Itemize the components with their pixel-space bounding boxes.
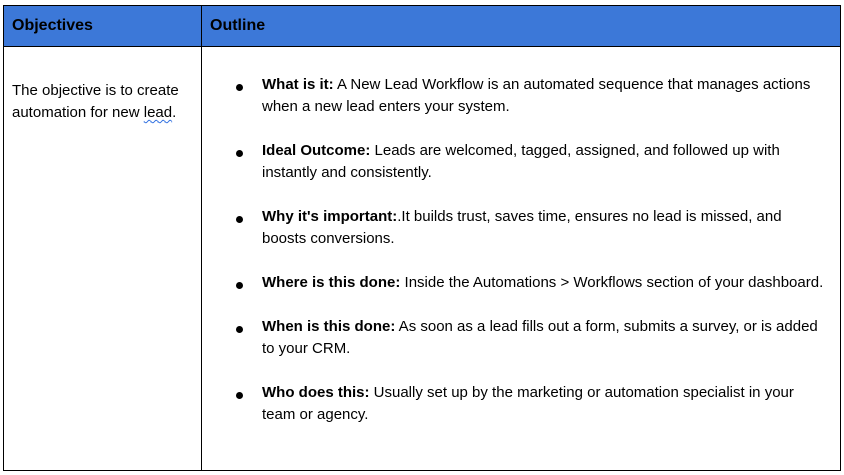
bullet-icon (236, 282, 243, 289)
item-text: Leads are welcomed, tagged, assigned, and followed up with instantly and consistently. (262, 142, 780, 181)
item-text: As soon as a lead fills out a form, submits a survey, or is added to your CRM. (262, 318, 818, 357)
item-term: When is this done: (262, 318, 396, 335)
outline-list (202, 74, 824, 426)
item-term: Why it's important: (262, 208, 398, 225)
item-text: .It builds trust, saves time, ensures no lead is missed, and boosts conversions. (262, 208, 782, 247)
bullet-icon (236, 216, 243, 223)
list-item (202, 140, 824, 184)
item-text: A New Lead Workflow is an automated sequence that manages actions when a new lead enters your system. (262, 76, 811, 115)
bullet-icon (236, 326, 243, 333)
bullet-icon (236, 392, 243, 399)
objective-text-end: . (172, 104, 177, 121)
list-item (202, 206, 824, 250)
item-text: Usually set up by the marketing or automation specialist in your team or agency. (262, 384, 794, 423)
spellcheck-flagged-word[interactable]: lead (143, 104, 173, 121)
table-row (4, 47, 841, 471)
objective-text: The objective is to create automation for new (12, 82, 179, 121)
outline-cell[interactable] (202, 47, 841, 471)
item-text: Inside the Automations > Workflows section of your dashboard. (400, 274, 824, 291)
table-header-row (4, 6, 841, 47)
item-term: Who does this: (262, 384, 370, 401)
item-term: Where is this done: (262, 274, 401, 291)
bullet-icon (236, 150, 243, 157)
objectives-outline-table (3, 5, 841, 471)
item-term: What is it: (262, 76, 334, 93)
header-objectives[interactable]: Objectives (4, 6, 202, 47)
list-item (202, 74, 824, 118)
list-item (202, 316, 824, 360)
objective-cell[interactable] (4, 47, 202, 471)
list-item (202, 272, 824, 294)
item-term: Ideal Outcome: (262, 142, 371, 159)
list-item (202, 382, 824, 426)
header-outline[interactable]: Outline (202, 6, 841, 47)
bullet-icon (236, 84, 243, 91)
